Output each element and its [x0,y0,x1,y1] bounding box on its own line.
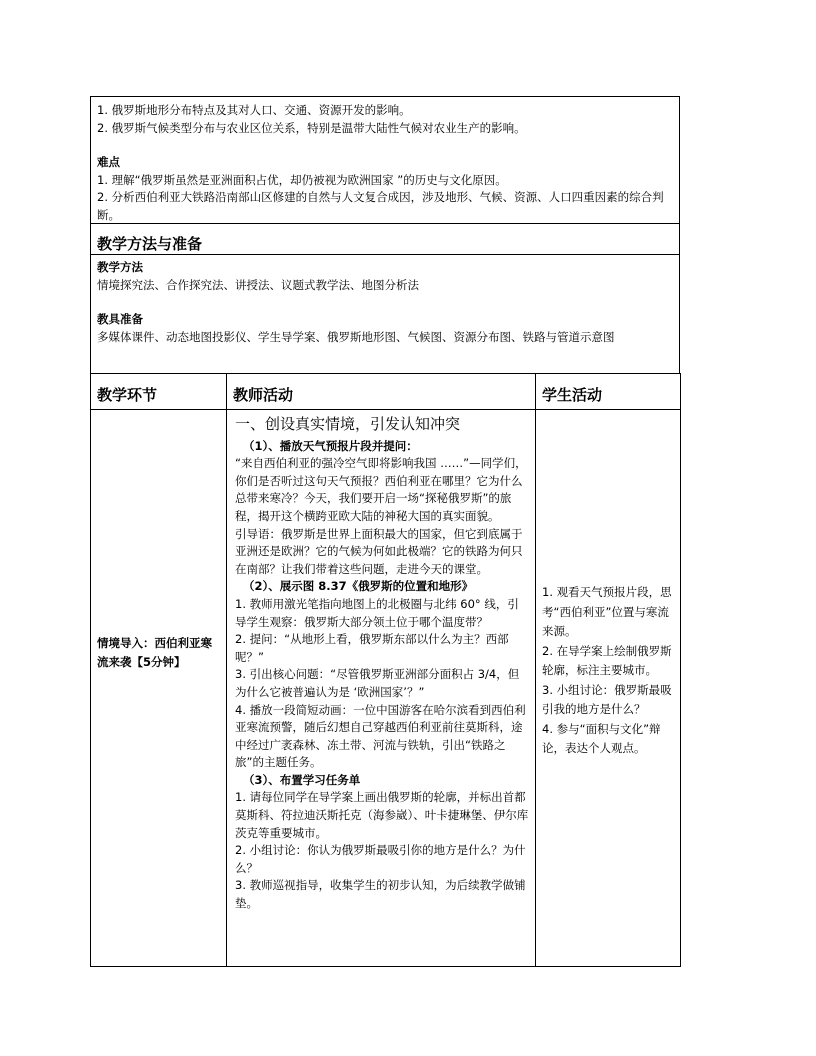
tools-label: 教具准备 [97,312,143,326]
step3-item: 2. 小组讨论：你认为俄罗斯最吸引你的地方是什么？为什么？ [235,843,526,875]
step1-text: “来自西伯利亚的强冷空气即将影响我国 ……”—同学们，你们是否听过这句天气预报？西伯利亚在哪里？它为什么总带来寒冷？今天，我们要开启一场“探秘俄罗斯”的旅程，揭开这个横跨亚欧大陆的神秘大国的真实面貌。 [235,456,527,523]
difficulties-label: 难点 [97,155,120,169]
key-point-item: 1. 俄罗斯地形分布特点及其对人口、交通、资源开发的影响。 [97,103,411,117]
step2-heading: （2）、展示图 8.37《俄罗斯的位置和地形》 [243,579,474,594]
key-point-item: 2. 俄罗斯气候类型分布与农业区位关系，特别是温带大陆性气候对农业生产的影响。 [97,120,526,135]
teacher-section-title: 一、创设真实情境，引发认知冲突 [235,415,461,433]
student-item: 3. 小组讨论：俄罗斯最吸引我的地方是什么？ [542,682,672,716]
step3-heading: （3）、布置学习任务单 [243,772,361,787]
step2-item: 1. 教师用激光笔指向地图上的北极圈与北纬 60° 线，引导学生观察：俄罗斯大部分领土位于哪个温度带？ [235,596,519,629]
stage-cell [91,410,227,967]
tools-text: 多媒体课件、动态地图投影仪、学生导学案、俄罗斯地形图、气候图、资源分布图、铁路与管道示意图 [97,329,615,344]
lesson-plan-page [90,96,680,967]
step3-item: 3. 教师巡视指导，收集学生的初步认知，为后续教学做铺垫。 [235,878,526,911]
methods-section-title: 教学方法与准备 [97,235,203,253]
difficulty-item: 1. 理解“俄罗斯虽然是亚洲面积占优，却仍被视为欧洲国家 ”的历史与文化原因。 [97,172,507,187]
table-header-row [91,374,681,410]
step2-item: 4. 播放一段简短动画：一位中国游客在哈尔滨看到西伯利亚寒流预警，随后幻想自己穿越西伯利亚前往莫斯科，途中经过广袤森林、冻土带、河流与铁轨，引出“铁路之旅”的主题任务。 [235,702,526,770]
student-item: 1. 观看天气预报片段，思考“西伯利亚”位置与寒流来源。 [542,585,672,638]
methods-section [90,255,680,373]
difficulty-item: 2. 分析西伯利亚大铁路沿南部山区修建的自然与人文复合成因，涉及地形、气候、资源、人口四重因素的综合判断。 [97,190,664,222]
header-student: 学生活动 [536,374,681,410]
methods-section-header [90,223,680,255]
student-item: 4. 参与“面积与文化”辩论，表达个人观点。 [542,721,661,755]
step3-item: 1. 请每位同学在导学案上画出俄罗斯的轮廓，并标出首都莫斯科、符拉迪沃斯托克（海参崴）、叶卡捷琳堡、伊尔库茨克等重要城市。 [235,790,529,840]
student-cell [536,410,681,967]
student-item: 2. 在导学案上绘制俄罗斯轮廓，标注主要城市。 [542,643,672,677]
step2-item: 2. 提问：“从地形上看，俄罗斯东部以什么为主？西部呢？” [235,632,509,664]
teacher-cell [227,410,536,967]
table-row [91,410,681,967]
header-teacher: 教师活动 [227,374,536,410]
step2-item: 3. 引出核心问题：“尽管俄罗斯亚洲部分面积占 3/4，但为什么它被普遍认为是 ‘欧洲国家’？” [235,667,520,699]
methods-label: 教学方法 [97,260,143,274]
key-points-section [90,96,680,223]
step1-heading: （1）、播放天气预报片段并提问： [243,438,418,453]
methods-text: 情境探究法、合作探究法、讲授法、议题式教学法、地图分析法 [97,277,419,292]
stage-text: 情境导入：西伯利亚寒流来袭【5分钟】 [97,636,212,669]
header-stage: 教学环节 [91,374,227,410]
activity-table [90,373,681,967]
step1-guide: 引导语：俄罗斯是世界上面积最大的国家，但它到底属于亚洲还是欧洲？它的气候为何如此极端？它的铁路为何只在南部？让我们带着这些问题，走进今天的课堂。 [235,526,523,576]
